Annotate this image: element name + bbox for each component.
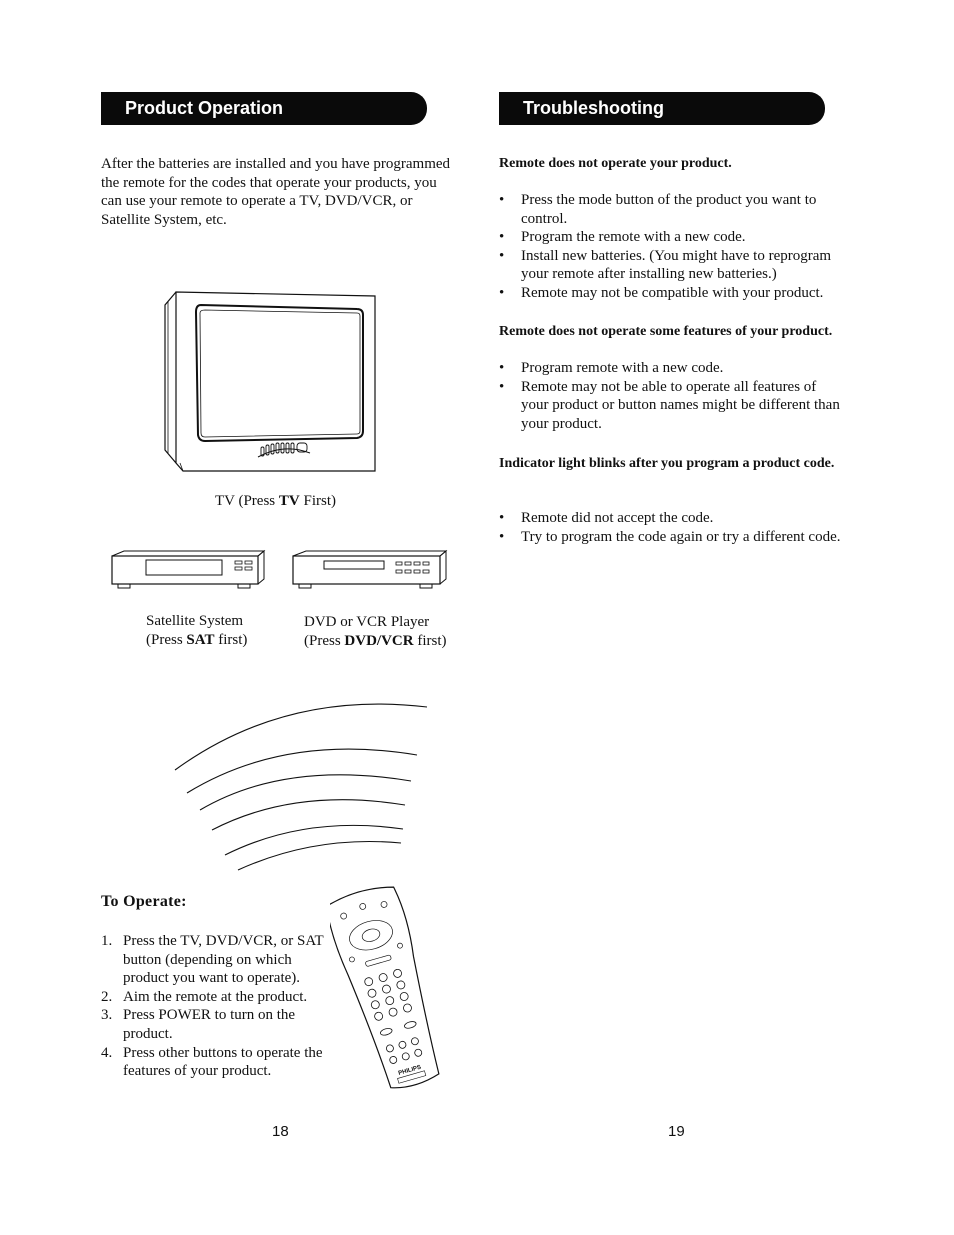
trouble-section-title: Remote does not operate some features of your product. bbox=[499, 324, 833, 339]
tv-illustration bbox=[160, 285, 382, 475]
dvd-caption bbox=[304, 613, 447, 651]
trouble-section-title: Remote does not operate your product. bbox=[499, 156, 732, 171]
step-number: 4. bbox=[101, 1044, 113, 1061]
trouble-section-list bbox=[499, 509, 844, 546]
trouble-section-title: Indicator light blinks after you program a product code. bbox=[499, 456, 835, 471]
trouble-section-list bbox=[499, 359, 844, 433]
satellite-caption-text: (Press bbox=[146, 632, 187, 648]
intro-paragraph: After the batteries are installed and you have programmed the remote for the codes that operate your products, you can use your remote to operate a TV, DVD/VCR, or Satellite System, etc. bbox=[101, 156, 451, 228]
step-number: 2. bbox=[101, 988, 113, 1005]
satellite-caption-tail: first) bbox=[214, 632, 248, 648]
trouble-item: • Try to program the code again or try a different code. bbox=[499, 528, 844, 547]
trouble-item: • Install new batteries. (You might have to reprogram your remote after installing new batteries.) bbox=[499, 247, 844, 284]
step-text: Press other buttons to operate the features of your product. bbox=[123, 1044, 323, 1080]
tv-caption-tail: First) bbox=[299, 493, 336, 509]
tv-caption bbox=[215, 492, 336, 511]
trouble-item: • Program the remote with a new code. bbox=[499, 228, 844, 247]
dvd-caption-title: DVD or VCR Player bbox=[304, 614, 430, 630]
page-number-left: 18 bbox=[272, 1123, 289, 1140]
operate-step bbox=[101, 932, 326, 988]
tv-caption-text: TV (Press bbox=[215, 493, 279, 509]
troubleshooting-header bbox=[499, 92, 825, 125]
satellite-caption bbox=[146, 612, 247, 650]
satellite-caption-instruction bbox=[146, 631, 247, 650]
trouble-item: • Remote did not accept the code. bbox=[499, 509, 844, 528]
step-text: Press the TV, DVD/VCR, or SAT button (depending on which product you want to operate). bbox=[123, 933, 324, 987]
dvd-caption-text: (Press bbox=[304, 633, 345, 649]
tv-caption-key: TV bbox=[278, 493, 300, 509]
remote-brand-logo: PHILIPS bbox=[397, 1064, 422, 1077]
step-text: Aim the remote at the product. bbox=[123, 988, 308, 1005]
dvd-caption-key: DVD/VCR bbox=[344, 633, 414, 649]
product-operation-header bbox=[101, 92, 427, 125]
signal-waves-illustration bbox=[165, 695, 440, 875]
satellite-caption-title: Satellite System bbox=[146, 613, 244, 629]
page-number-right: 19 bbox=[668, 1123, 685, 1140]
trouble-section-list bbox=[499, 191, 844, 303]
remote-control-illustration bbox=[330, 885, 445, 1097]
step-number: 1. bbox=[101, 933, 113, 949]
to-operate-heading: To Operate: bbox=[101, 893, 187, 910]
troubleshooting-title: Troubleshooting bbox=[523, 98, 664, 118]
operate-steps-list bbox=[101, 932, 326, 1081]
operate-step bbox=[101, 988, 326, 1007]
operate-step bbox=[101, 1044, 326, 1081]
trouble-item: • Press the mode button of the product you want to control. bbox=[499, 191, 844, 228]
step-number: 3. bbox=[101, 1007, 113, 1024]
trouble-item: • Remote may not be able to operate all features of your product or button names might be different than your product. bbox=[499, 378, 844, 434]
dvd-caption-instruction bbox=[304, 632, 447, 651]
satellite-receiver-illustration bbox=[108, 548, 268, 590]
dvd-caption-tail: first) bbox=[413, 633, 447, 649]
trouble-item: • Remote may not be compatible with your product. bbox=[499, 284, 844, 303]
product-operation-title: Product Operation bbox=[125, 98, 284, 118]
trouble-item: • Program remote with a new code. bbox=[499, 359, 844, 378]
operate-step bbox=[101, 1006, 326, 1043]
dvd-vcr-illustration bbox=[290, 548, 450, 590]
satellite-caption-key: SAT bbox=[186, 632, 215, 648]
step-text: Press POWER to turn on the product. bbox=[123, 1007, 296, 1042]
